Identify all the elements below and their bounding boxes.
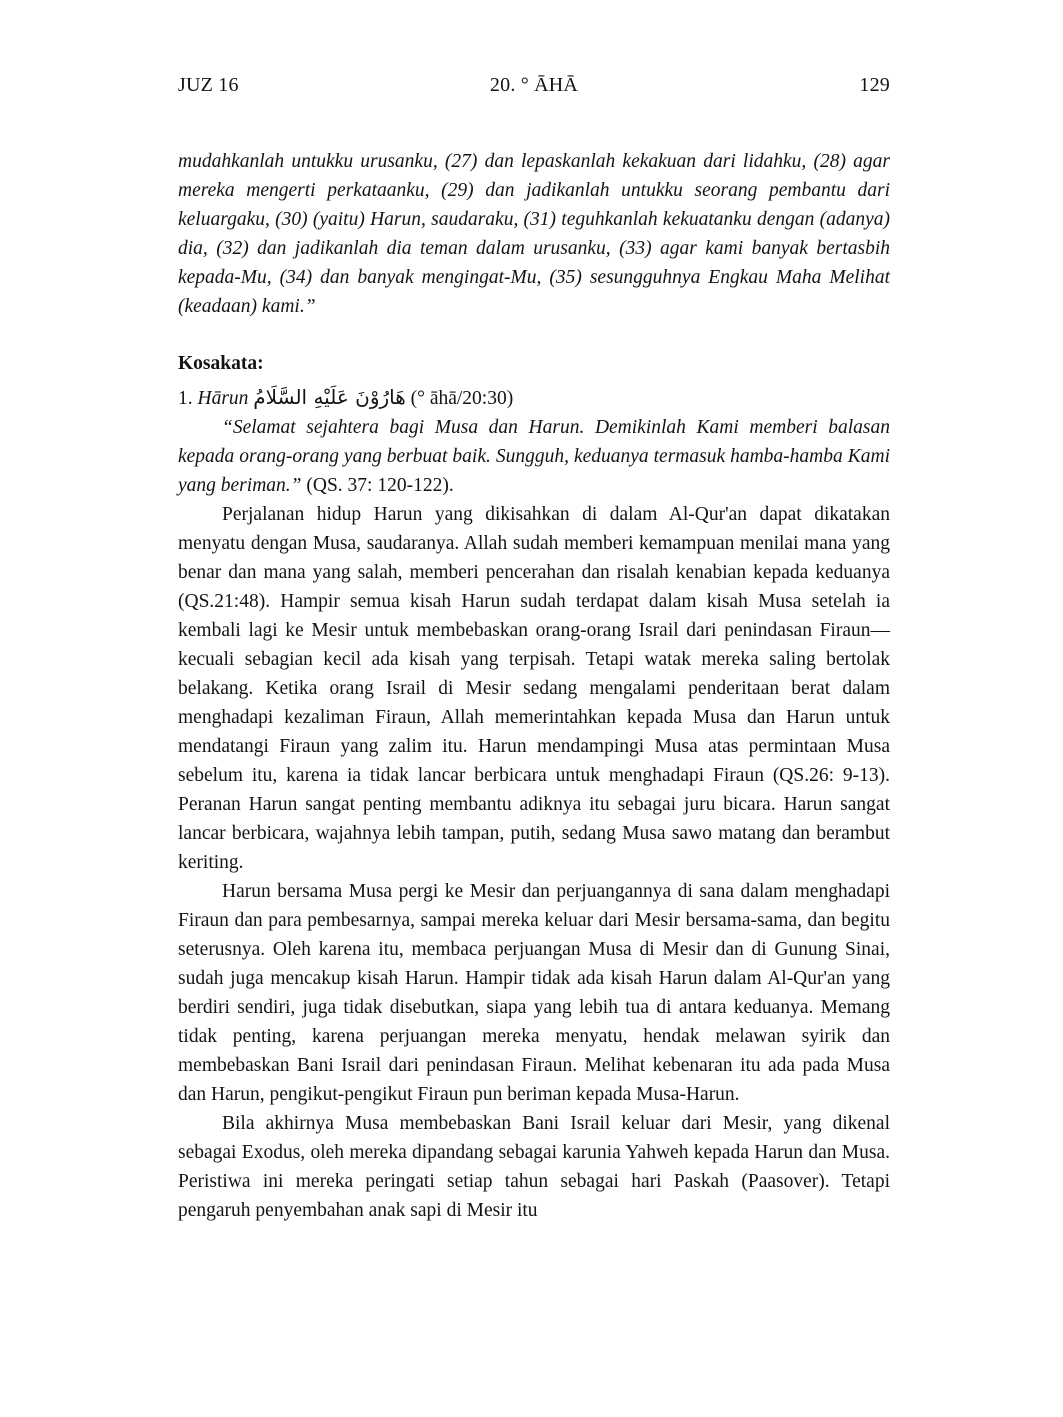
kosakata-entry-line — [178, 383, 890, 413]
entry-number: 1. — [178, 388, 193, 409]
page-content — [178, 74, 890, 1225]
entry-reference: (° āhā/20:30) — [410, 388, 514, 409]
juz-label: JUZ 16 — [178, 74, 239, 96]
quote-reference: (QS. 37: 120-122). — [306, 475, 454, 496]
body-paragraph-3: Bila akhirnya Musa membebaskan Bani Israil keluar dari Mesir, yang dikenal sebagai Exodus, oleh mereka dipandang sebagai karunia Yahweh kepada Harun dan Musa. Peristiwa ini mereka peringati setiap tahun sebagai hari Paskah (Paasover). Tetapi pengaruh penyembahan anak sapi di Mesir itu — [178, 1113, 890, 1221]
quote-text: “Selamat sejahtera bagi Musa dan Harun. Demikinlah Kami memberi balasan kepada orang-orang yang berbuat baik. Sungguh, keduanya termasuk hamba-hamba Kami yang beriman.” — [178, 417, 890, 496]
kosakata-quote-paragraph — [178, 413, 890, 500]
page-number: 129 — [859, 74, 890, 96]
body-text — [178, 147, 890, 1225]
running-header — [178, 74, 890, 97]
verse-translation-paragraph: mudahkanlah untukku urusanku, (27) dan lepaskanlah kekakuan dari lidahku, (28) agar mereka mengerti perkataanku, (29) dan jadikanlah untukku seorang pembantu dari keluargaku, (30) (yaitu) Harun, saudaraku, (31) teguhkanlah kekuatanku dengan (adanya) dia, (32) dan jadikanlah dia teman dalam urusanku, (33) agar kami banyak bertasbih kepada-Mu, (34) dan banyak mengingat-Mu, (35) sesungguhnya Engkau Maha Melihat (keadaan) kami.” — [178, 151, 890, 317]
entry-arabic-text: هَارُوْنَ عَلَيْهِ السَّلَامُ — [253, 385, 406, 409]
kosakata-heading: Kosakata: — [178, 353, 264, 374]
body-paragraph-2: Harun bersama Musa pergi ke Mesir dan perjuangannya di sana dalam menghadapi Firaun dan para pembesarnya, sampai mereka keluar dari Mesir bersama-sama, dan begitu seterusnya. Oleh karena itu, membaca perjuangan Musa di Mesir dan di Gunung Sinai, sudah juga mencakup kisah Harun. Hampir tidak ada kisah Harun dalam Al-Qur'an yang berdiri sendiri, juga tidak disebutkan, siapa yang lebih tua di antara keduanya. Memang tidak penting, karena perjuangan mereka menyatu, hendak melawan syirik dan membebaskan Bani Israil dari penindasan Firaun. Melihat kebenaran itu ada pada Musa dan Harun, pengikut-pengikut Firaun pun beriman kepada Musa-Harun. — [178, 881, 890, 1105]
entry-term: Hārun — [197, 388, 249, 409]
body-paragraph-1: Perjalanan hidup Harun yang dikisahkan di dalam Al-Qur'an dapat dikatakan menyatu dengan Musa, saudaranya. Allah sudah memberi kemampuan menilai mana yang benar dan mana yang salah, memberi pencerahan dan risalah kenabian kepada keduanya (QS.21:48). Hampir semua kisah Harun sudah terdapat dalam kisah Musa setelah ia kembali lagi ke Mesir untuk membebaskan orang-orang Israil dari penindasan Firaun—kecuali sebagian kecil ada kisah yang terpisah. Tetapi watak mereka saling bertolak belakang. Ketika orang Israil di Mesir sedang mengalami penderitaan berat dalam menghadapi kezaliman Firaun, Allah memerintahkan kepada Musa dan Harun untuk mendatangi Firaun yang zalim itu. Harun mendampingi Musa atas permintaan Musa sebelum itu, karena ia tidak lancar berbicara untuk menghadapi Firaun (QS.26: 9-13). Peranan Harun sangat penting membantu adiknya itu sebagai juru bicara. Harun sangat lancar berbicara, wajahnya lebih tampan, putih, sedang Musa sawo matang dan berambut keriting. — [178, 504, 890, 873]
surah-title: 20. ° ĀHĀ — [489, 74, 579, 96]
